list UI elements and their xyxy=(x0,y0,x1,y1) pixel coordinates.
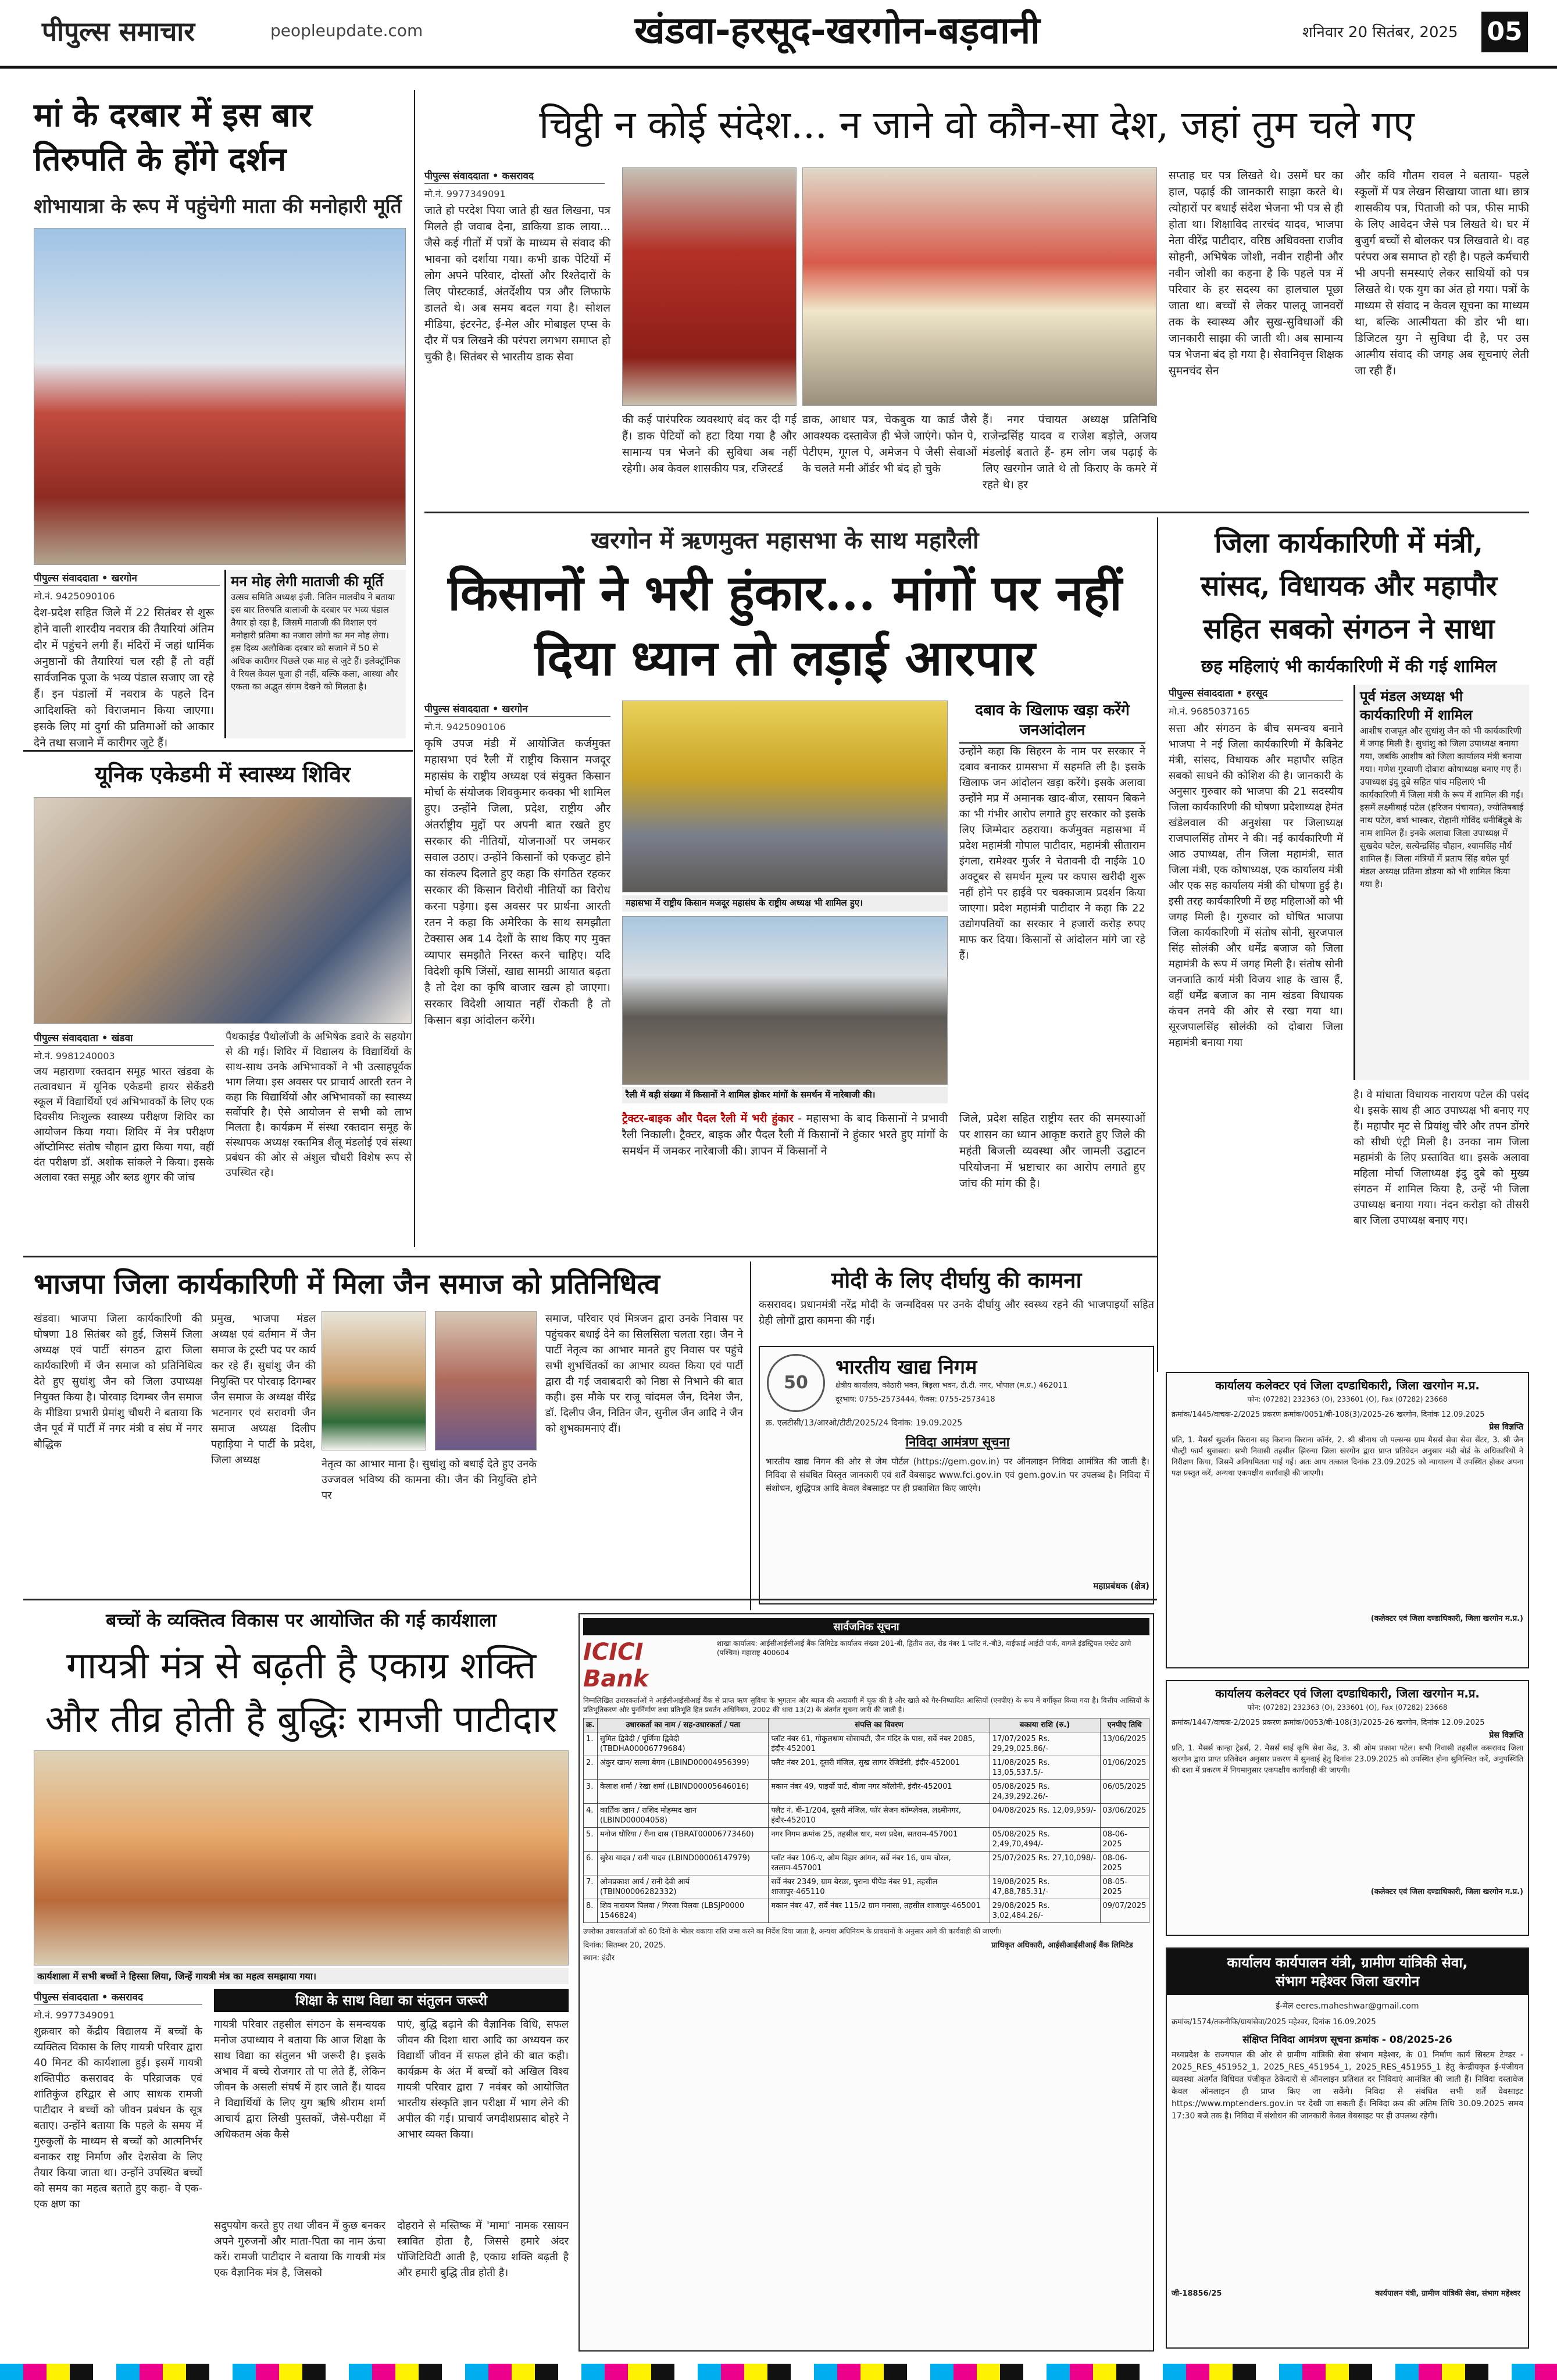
table-cell: 17/07/2025 Rs. 29,29,025.86/- xyxy=(990,1732,1100,1756)
story-tirupati xyxy=(34,93,406,749)
table-row xyxy=(584,1828,1149,1852)
byline: पीपुल्स संवाददाता • खरगोन xyxy=(34,570,220,586)
side-box xyxy=(1354,685,1529,1080)
table-cell: 11/08/2025 Rs. 13,05,537.5/- xyxy=(990,1756,1100,1780)
column-2: गायत्री परिवार तहसील संगठन के समन्वयक मनोज उपाध्याय ने बताया कि आज शिक्षा के साथ विद्या का संतुलन भी जरूरी है। इसके अभाव में बच्चे रोजगार तो पा लेते हैं, लेकिन जीवन के असली संघर्ष में हार जाते हैं। यादव ने विद्यार्थियों के लिए युग ऋषि श्रीराम शर्मा आचार्य द्वारा लिखी पुस्तकों, जैसे-परीक्षा में अधिकतम अंक कैसे xyxy=(214,2018,385,2140)
table-cell: 2. xyxy=(584,1756,598,1780)
column-4: हैं। नगर पंचायत अध्यक्ष प्रतिनिधि राजेन्द्रसिंह यादव व राजेश बड़ोले, अजय मंडलोई बताते हैं- हम लोग जब पढ़ाई के लिए खरगोन जाते थे तो किराए के कमरे में रहते थे। हर xyxy=(983,413,1157,491)
side-box xyxy=(959,701,1145,1107)
headline-1: जिला कार्यकारिणी में मंत्री, xyxy=(1215,527,1483,559)
print-marks xyxy=(0,2364,1557,2380)
tractor-rally xyxy=(622,1110,948,1227)
panchayat-title-1: कार्यालय कार्यपालन यंत्री, ग्रामीण यांत्रिकी सेवा, xyxy=(1227,1954,1468,1971)
icici-address: शाखा कार्यालय: आईसीआईसीआई बैंक लिमिटेड कार्यालय संख्या 201-बी, द्वितीय तल, रोड नंबर 1 प्लॉट नं.-बी3, वाईफाई आईटी पार्क, वागले इंडस्ट्रियल एस्टेट ठाणे (पश्चिम) महाराष्ट्र 400604 xyxy=(717,1639,1131,1657)
collector1-ref: क्रमांक/1445/वाचक-2/2025 प्रकरण क्रमांक/0051/बी-108(3)/2025-26 खरगोन, दिनांक 12.09.2025 xyxy=(1172,1410,1485,1419)
headline: चिट्ठी न कोई संदेश... न जाने वो कौन-सा देश, जहां तुम चले गए xyxy=(539,102,1415,147)
story-jain xyxy=(34,1264,743,1590)
mobile: मो.नं. 9977349091 xyxy=(34,2010,115,2021)
column-3: समाज, परिवार एवं मित्रजन द्वारा उनके निवास पर पहुंचकर बधाई देने का सिलसिला चलता रहा। जैन ने पार्टी नेतृत्व का आभार मानते हुए निवास पर पहुंचे सभी शुभचिंतकों का आभार व्यक्त किया एवं पार्टी द्वारा दी गई जवाबदारी को निष्ठा से निभाने की बात कही। इस मौके पर राजू चांदमल जैन, दिनेश जैन, डॉ. दिलीप जैन, नितिन जैन, सुनील जैन आदि ने जैन को शुभकामनाएं दीं। xyxy=(545,1313,743,1435)
headline-2: सांसद, विधायक और महापौर xyxy=(1200,570,1498,602)
story-academy xyxy=(34,759,412,1247)
mobile: मो.नं. 9425090106 xyxy=(34,591,115,602)
table-cell: 01/06/2025 xyxy=(1100,1756,1149,1780)
table-cell: 08-06-2025 xyxy=(1100,1852,1149,1875)
website[interactable]: peopleupdate.com xyxy=(270,21,423,40)
table-cell: मकान नंबर 49, पाइयों पार्ट, वीणा नगर कॉलोनी, इंदौर-452001 xyxy=(769,1780,990,1804)
divider xyxy=(414,90,415,1247)
column-2: की कई पारंपरिक व्यवस्थाएं बंद कर दी गई हैं। डाक पेटियों को हटा दिया गया है और सामान्य पत्र भेजने की सुविधा अब नहीं रहेगी। अब केवल शासकीय पत्र, रजिस्टर्ड xyxy=(622,413,797,475)
issue-date: शनिवार 20 सितंबर, 2025 xyxy=(1302,24,1458,41)
headline-2: और तीव्र होती है बुद्धिः रामजी पाटीदार xyxy=(45,1698,558,1741)
headline: यूनिक एकेडमी में स्वास्थ्य शिविर xyxy=(95,762,351,787)
story-modi xyxy=(759,1264,1154,1340)
table-cell: 05/08/2025 Rs. 2,49,70,494/- xyxy=(990,1828,1100,1852)
fci-sign: महाप्रबंधक (क्षेत्र) xyxy=(1093,1581,1149,1591)
table-row xyxy=(584,1756,1149,1780)
table-header-cell: एनपीए तिथि xyxy=(1100,1718,1149,1732)
panchayat-email: ई-मेल eeres.maheshwar@gmail.com xyxy=(1276,2002,1419,2011)
panchayat-notice: संक्षिप्त निविदा आमंत्रण सूचना क्रमांक - 08/2025-26 xyxy=(1242,2034,1452,2046)
table-header-cell: बकाया राशि (रु.) xyxy=(990,1718,1100,1732)
column-3: पाएं, बुद्धि बढ़ाने की वैज्ञानिक विधि, सफल जीवन की दिशा धारा आदि का अध्ययन कर विद्यार्थी जीवन में सफल होने की बात कही। कार्यक्रम के अंत में बच्चों को अखिल विश्व गायत्री परिवार द्वारा 7 नवंबर को आयोजित भारतीय संस्कृति ज्ञान परीक्षा में भाग लेने की अपील की गई। प्राचार्य जगदीशप्रसाद बोहरे ने आभार व्यक्त किया। xyxy=(397,2018,569,2140)
table-cell: शिव नारायण पिलवा / गिरजा पिलवा (LBSJP0000 1546824) xyxy=(597,1899,769,1923)
table-header-cell: संपत्ति का विवरण xyxy=(769,1718,990,1732)
body: देश-प्रदेश सहित जिले में 22 सितंबर से शुरू होने वाली शारदीय नवरात्र की तैयारियां अंतिम दौर में पहुंचने लगी हैं। मंदिरों में जहां धार्मिक अनुष्ठानों की तैयारियां चल रही हैं तो वहीं सार्वजनिक पूजा के भव्य पंडाल सजाए जा रहे हैं। इन पंडालों में नवरात्र के पहले दिन आदिशक्ति को विराजमान किया जाएगा। इसके लिए मां दुर्गा की प्रतिमाओं को आकार देने तथा सजाने में कारीगर जुटे हैं। xyxy=(34,606,214,749)
table-cell: 6. xyxy=(584,1852,598,1875)
divider xyxy=(750,1262,751,1610)
headline: मां के दरबार में इस बार तिरुपति के होंगे दर्शन xyxy=(34,96,312,178)
collector2-notice: प्रेस विज्ञप्ति xyxy=(1489,1731,1523,1740)
postbox-photo xyxy=(622,167,797,406)
divider xyxy=(424,512,1529,513)
table-cell: 06/05/2025 xyxy=(1100,1780,1149,1804)
fci-phone: दूरभाष: 0755-2573444, फैक्स: 0755-2573418 xyxy=(835,1395,995,1404)
table-cell: मनोज धौरिया / रीना दास (TBRAT00006773460) xyxy=(597,1828,769,1852)
panchayat-header xyxy=(1167,1949,1528,1995)
ad-icici xyxy=(578,1613,1154,2352)
table-cell: 8. xyxy=(584,1899,598,1923)
tractor-body: - महासभा के बाद किसानों ने प्रभावी रैली निकाली। ट्रैक्टर, बाइक और पैदल रैली में किसानों ने हुंकार भरते हुए मांगों के समर्थन में जमकर नारेबाजी की। ज्ञापन में किसानों ने xyxy=(622,1112,948,1157)
fci-title: भारतीय खाद्य निगम xyxy=(835,1356,977,1379)
brand-logo: पीपुल्स समाचार xyxy=(42,16,195,47)
table-cell: कार्तिक खान / राशिद मोहम्मद खान (LBIND00004058) xyxy=(597,1804,769,1828)
icici-sign: प्राधिकृत अधिकारी, आईसीआईसीआई बैंक लिमिटेड xyxy=(991,1941,1133,1950)
photo-caption-2: रैली में बड़ी संख्या में किसानों ने शामिल होकर मांगों के समर्थन में नारेबाजी की। xyxy=(622,1087,948,1103)
table-cell: 19/08/2025 Rs. 47,88,785.31/- xyxy=(990,1875,1100,1899)
ad-fci xyxy=(759,1346,1154,1604)
collector1-title: कार्यालय कलेक्टर एवं जिला दण्डाधिकारी, जिला खरगोन म.प्र. xyxy=(1215,1378,1480,1392)
table-cell: 4. xyxy=(584,1804,598,1828)
column-1: जाते हो परदेश पिया जाते ही खत लिखना, पत्र मिलते ही जवाब देना, डाकिया डाक लाया... जैसे कई गीतों में पत्रों के माध्यम से संवाद की भावना को दर्शाया गया। कभी डाक पेटियों में लोग अपने परिवार, दोस्तों और रिश्तेदारों के लिए पोस्टकार्ड, अंतर्देशीय पत्र और लिफाफे डालते थे। अब समय बदल गया है। सोशल मीडिया, इंटरनेट, ई-मेल और मोबाइल एप्स के दौर में पत्र लिखने की परंपरा लगभग समाप्त हो चुकी है। सितंबर से भारतीय डाक सेवा xyxy=(424,204,610,363)
table-cell: अंकुर खान/ सल्मा बेगम (LBIND00004956399) xyxy=(597,1756,769,1780)
fci-ref: क्र. एलटीसी/13/आरओ/टीटी/2025/24 दिनांक: 19.09.2025 xyxy=(766,1418,963,1428)
divider xyxy=(23,750,413,752)
masthead xyxy=(0,0,1557,69)
collector1-notice: प्रेस विज्ञप्ति xyxy=(1489,1423,1523,1432)
fci-body: भारतीय खाद्य निगम की ओर से जेम पोर्टल (https://gem.gov.in) पर ऑनलाइन निविदा आमंत्रित की जाती है। निविदा से संबंधित विस्तृत जानकारी एवं शर्तें वेबसाइट www.fci.gov.in एवं gem.gov.in पर उपलब्ध है। निविदा में संशोधन, शुद्धिपत्र आदि केवल वेबसाइट पर ही प्रकाशित किए जाएंगे। xyxy=(766,1456,1149,1493)
table-row xyxy=(584,1875,1149,1899)
table-cell: ओमप्रकाश आर्य / रानी देवी आर्य (TBIN00006282332) xyxy=(597,1875,769,1899)
table-header-cell: क्र. xyxy=(584,1718,598,1732)
byline: पीपुल्स संवाददाता • कसरावद xyxy=(424,167,605,184)
story-bjp-exec xyxy=(1169,523,1529,1360)
side-body: उन्होंने कहा कि सिहरन के नाम पर सरकार ने दबाव बनाकर ग्रामसभा में सहमति ली है। इसके खिलाफ जन आंदोलन खड़ा करेंगे। इसके अलावा उन्होंने मप्र में अमानक खाद-बीज, रसायन बिकने का भी गंभीर आरोप लगाते हुए सरकार को इसके लिए जिम्मेदार ठहराया। कर्जमुक्त महासभा में प्रदेश महामंत्री गोपाल पाटीदार, महामंत्री सीताराम इंगला, रामेश्वर गुर्जर ने चेतावनी दी नाईके 10 अक्टूबर से समर्थन मूल्य पर कपास खरीदी शुरू नहीं होने पर हाईवे पर चक्काजाम प्रदर्शन किया जाएगा। प्रदेश महामंत्री पाटीदार ने कहा कि 22 उद्योगपतियों का सरकार ने हजारों करोड़ रुपए माफ कर दिया। किसानों से आंदोलन मांगे जा रहे हैं। xyxy=(959,745,1145,962)
headline: किसानों ने भरी हुंकार... मांगों पर नहीं दिया ध्यान तो लड़ाई आरपार xyxy=(448,564,1122,687)
tractor-lead: ट्रैक्टर-बाइक और पैदल रैली में भरी हुंकार xyxy=(622,1112,794,1125)
table-cell: फ्लैट नं. बी-1/204, दूसरी मंजिल, फॉर सेजन कॉम्प्लेक्स, लक्ष्मीनगर, इंदौर-452010 xyxy=(769,1804,990,1828)
box-body: उत्सव समिति अध्यक्ष इंजी. नितिन मालवीय ने बताया इस बार तिरुपति बालाजी के दरबार पर भव्य पंडाल तैयार हो रहा है, जिसमें माताजी की विशाल एवं मनोहारी प्रतिमा का नजारा लोगों का मन मोह लेगा। इस दिव्य अलौकिक दरबार को सजाने में 50 से अधिक कारीगर पिछले एक माह से जुटे हैं। इलेक्ट्रॉनिक वे रियल केवल पूजा ही नहीं, बल्कि कला, आस्था और एकता का अद्भुत संगम देखने को मिलता है। xyxy=(231,592,401,692)
divider xyxy=(23,1599,1157,1600)
table-cell: 1. xyxy=(584,1732,598,1756)
workshop-photo xyxy=(34,1750,569,1966)
column-5: सप्ताह घर पत्र लिखते थे। उसमें घर का हाल, पढ़ाई की जानकारी साझा करते थे। त्योहारों पर बधाई संदेश भेजना भी पत्र से ही होता था। शिक्षाविद तारचंद यादव, भाजपा नेता वीरेंद्र पाटीदार, वरिष्ठ अधिवक्ता राजीव सोहनी, अभिषेक जोशी, नवीन राहीनी और नवीन जोशी का कहना है कि पहले पत्र में परिवार के हर सदस्य का हालचाल पूछा जाता था। बच्चों से लेकर पालतू जानवरों तक के स्वास्थ्य और सुख-सुविधाओं की जानकारी साझा की जाती थी। अब सामान्य पत्र भेजना बंद हो गया है। सेवानिवृत्त शिक्षक सुमनचंद सेन xyxy=(1169,169,1343,377)
column-2: है। वे मांधाता विधायक नारायण पटेल की पसंद थे। इसके साथ ही आठ उपाध्यक्ष भी बनाए गए हैं। महापौर मृट से प्रियांशु चौरे और तपन डोंगरे को सीधी एंट्री मिली है। उनका नाम जिला महामंत्री के लिए प्रस्तावित था। इसके अलावा महिला मोर्चा जिलाध्यक्ष इंदु दुबे को मुख्य संगठन में शामिल किया है, उन्हें भी जिला उपाध्यक्ष बनाया गया। नंदन करोड़ा को तीसरी बार जिला उपाध्यक्ष बनाए गए। xyxy=(1354,1089,1529,1227)
column-2: प्रमुख, भाजपा मंडल अध्यक्ष एवं वर्तमान में जैन समाज के ट्रस्टी पद पर कार्य कर रहे हैं। सुधांशु जैन की नियुक्ति पर पोरवाड़ दिगम्बर जैन समाज के अध्यक्ष वीरेंद्र भटनागर एवं सरावगी जैन समाज अध्यक्ष दिलीप पहाड़िया ने पार्टी के प्रदेश, जिला अध्यक्ष xyxy=(211,1313,316,1466)
collector2-phone: फोन: (07282) 232363 (O), 233601 (O), Fax (07282) 23668 xyxy=(1247,1703,1448,1711)
table-row xyxy=(584,1899,1149,1923)
headline: मोदी के लिए दीर्घायु की कामना xyxy=(831,1267,1082,1293)
ad-collector-1 xyxy=(1166,1372,1529,1668)
story-farmers xyxy=(424,523,1145,1244)
byline: पीपुल्स संवाददाता • हरसूद xyxy=(1169,685,1343,701)
column-1: जय महाराणा रक्तदान समूह भारत खंडवा के तत्वावधान में यूनिक एकेडमी हायर सेकेंडरी स्कूल में विद्यार्थियों एवं अभिभावकों के लिए एक दिवसीय निःशुल्क स्वास्थ्य परीक्षण शिविर का आयोजन किया गया। शिविर में नेत्र परीक्षण ऑप्टोमिस्ट संतोष चौहान द्वारा किया गया, वहीं दंत परीक्षण डॉ. अशोक सांकले ने किया। इसके अलावा रक्त समूह और ब्लड शुगर की जांच xyxy=(34,1066,214,1184)
divider xyxy=(23,1256,1157,1257)
table-cell: 7. xyxy=(584,1875,598,1899)
camp-photo xyxy=(34,797,412,1024)
box-title: मन मोह लेगी माताजी की मूर्ति xyxy=(231,573,384,589)
subhead: शोभायात्रा के रूप में पहुंचेगी माता की मनोहारी मूर्ति xyxy=(34,195,402,218)
table-cell: प्लॉट नंबर 61, गोकुलधाम सोसायटी, जैन मंदिर के पास, सर्वे नंबर 2085, इंदौर-452001 xyxy=(769,1732,990,1756)
table-row xyxy=(584,1780,1149,1804)
icici-intro: निम्नलिखित उधारकर्ताओं ने आईसीआईसीआई बैंक से प्राप्त ऋण सुविधा के भुगतान और ब्याज की अदायगी में चूक की है और खाते को गैर-निष्पादित आस्तियों (एनपीए) के रूप में वर्गीकृत किया गया है। वित्तीय आस्तियों के प्रतिभूतिकरण और पुनर्निर्माण तथा प्रतिभूति हित प्रवर्तन अधिनियम, 2002 की धारा 13(2) के अंतर्गत सूचना जारी की जाती है। xyxy=(583,1696,1149,1714)
table-cell: 3. xyxy=(584,1780,598,1804)
table-cell: प्लॉट नंबर 106-ए, ओम विहार आंगन, सर्वे नंबर 16, ग्राम चोरल, रतलाम-457001 xyxy=(769,1852,990,1875)
collector2-body: प्रति, 1. मैसर्स कान्हा ट्रेडर्स, 2. मैसर्स साई कृषि सेवा केंद्र, 3. श्री ओम प्रकाश पटेल। सभी निवासी तहसील कसरावद जिला खरगोन द्वारा प्राप्त प्रतिवेदन अनुसार प्रकरण में सुनवाई हेतु दिनांक 23.09.2025 को उपस्थित होना सुनिश्चित करें, अनुपस्थिति की दशा में प्रकरण में नियमानुसार एकपक्षीय कार्यवाही की जाएगी। xyxy=(1172,1744,1523,1775)
icici-header: सार्वजनिक सूचना xyxy=(583,1618,1149,1635)
sidebar-box xyxy=(224,570,406,738)
mobile: मो.नं. 9425090106 xyxy=(424,721,506,732)
panchayat-ref: क्रमांक/1574/तकनीकि/ग्रायांसेवा/2025 महेश्वर, दिनांक 16.09.2025 xyxy=(1172,2018,1376,2027)
postoffice-photo xyxy=(802,167,1157,406)
table-cell: सुरेश यादव / रानी यादव (LBIND00006147979) xyxy=(597,1852,769,1875)
table-cell: नगर निगम क्रमांक 25, तहसील धार, मध्य प्रदेश, सतराम-457001 xyxy=(769,1828,990,1852)
panchayat-code: जी-18856/25 xyxy=(1172,2289,1222,2298)
column-1: शुक्रवार को केंद्रीय विद्यालय में बच्चों के व्यक्तित्व विकास के लिए गायत्री परिवार द्वारा 40 मिनट की कार्यशाला हुई। इसमें गायत्री शक्तिपीठ कसरावद के परिव्राजक एवं शांतिकुंज हरिद्वार से आए साधक रामजी पाटीदार ने बच्चों को जीवन प्रबंधन के सूत्र बताए। उन्होंने बताया कि पहले के समय में गुरुकुलों के माध्यम से बच्चों को आत्मनिर्भर बनाकर राष्ट्र निर्माण और देशसेवा के लिए तैयार किया जाता था। उन्होंने उपस्थित बच्चों को समय का महत्व बताते हुए कहा- वे एक-एक क्षण का xyxy=(34,2025,202,2210)
column-1: सत्ता और संगठन के बीच समन्वय बनाने भाजपा ने नई जिला कार्यकारिणी में कैबिनेट मंत्री, सांसद, विधायक और महापौर सहित सबको साधने की कोशिश की है। जानकारी के अनुसार गुरुवार को भाजपा की 21 सदस्यीय जिला कार्यकारिणी की घोषणा प्रदेशाध्यक्ष हेमंत खंडेलवाल की अनुशंसा पर जिलाध्यक्ष राजपालसिंह तोमर ने की। नई कार्यकारिणी में आठ उपाध्यक्ष, तीन जिला महामंत्री, सात जिला मंत्री, एक कोषाध्यक्ष, एक कार्यालय मंत्री और एक सह कार्यालय मंत्री की घोषणा हुई है। इसी तरह कार्यकारिणी में छह महिलाओं को भी जगह मिली है। गुरुवार को घोषित भाजपा जिला कार्यकारिणी में संतोष सोनी, सुरजपाल सिंह सोलंकी और धर्मेंद्र बजाज को जिला महामंत्री के रूप में जगह मिली है। संतोष सोनी जनजाति कार्य मंत्री विजय शाह के खास हैं, वहीं धर्मेंद्र बजाज का नाम खंडवा विधायक कंचन तनवे की ओर से रखा गया था। सूरजपालसिंह सोलंकी को दोबारा जिला महामंत्री बनाया गया xyxy=(1169,723,1343,1049)
headline-1: गायत्री मंत्र से बढ़ती है एकाग्र शक्ति xyxy=(66,1645,537,1688)
tractor-body-2: जिले, प्रदेश सहित राष्ट्रीय स्तर की समस्याओं पर शासन का ध्यान आकृष्ट कराते हुए जिले की महंती बिजली व्यवस्था और जामली उद्घाटन परियोजना में भ्रष्टाचार का आरोप लगाते हुए जांच की मांग की है। xyxy=(959,1112,1145,1190)
table-cell: 08-06-2025 xyxy=(1100,1828,1149,1852)
story-letters xyxy=(424,93,1529,506)
table-cell: 05/08/2025 Rs. 24,39,292.26/- xyxy=(990,1780,1100,1804)
table-cell: मकान नंबर 47, सर्वे नंबर 115/2 ग्राम मनासा, तहसील शाजापुर-465001 xyxy=(769,1899,990,1923)
group-photo xyxy=(435,1311,537,1450)
column-2: पैथकाईड पैथोलॉजी के अभिषेक डवारे के सहयोग से की गई। शिविर में विद्यालय के विद्यार्थियों के साथ-साथ उनके अभिभावकों ने भी उत्साहपूर्वक भाग लिया। इस अवसर पर प्राचार्य आरती रतन ने कहा कि विद्यार्थियों और अभिभावकों का स्वास्थ्य सर्वोपरि है। ऐसे आयोजन से सभी को लाभ मिलता है। कार्यक्रम में संस्था रक्तदान समूह के संस्थापक अध्यक्ष रक्तमित्र शैलू मंडलोई एवं संस्था प्रबंधन की ओर से अंशुल चौधरी विशेष रूप से उपस्थित रहे। xyxy=(226,1031,412,1179)
table-row xyxy=(584,1852,1149,1875)
column-6: और कवि गौतम रावल ने बताया- पहले स्कूलों में पत्र लेखन सिखाया जाता था। छात्र शासकीय पत्र, पिताजी को पत्र, फीस माफी के लिए आवेदन जैसे पत्र लिखते थे। घर में बुजुर्ग बच्चों से बोलकर पत्र लिखवाते थे। वह परंपरा अब समाप्त हो रही है। पहले कर्मचारी भी अपनी समस्याएं लेकर साथियों को पत्र लिखते थे। एक युग का अंत हो गया। पत्रों के माध्यम से संवाद न केवल सूचना का माध्यम था, बल्कि आत्मीयता की डोर भी था। डिजिटल युग ने सुविधा दी है, पर उस आत्मीय संवाद की जगह अब सूचनाएं लेती जा रही हैं। xyxy=(1355,169,1529,377)
headline-3: सहित सबको संगठन ने साधा xyxy=(1203,613,1495,645)
rally-photo xyxy=(622,916,948,1085)
divider xyxy=(1157,517,1158,1372)
subhead: छह महिलाएं भी कार्यकारिणी में की गई शामिल xyxy=(1201,656,1497,677)
mobile: मो.नं. 9685037165 xyxy=(1169,706,1250,717)
ad-panchayat xyxy=(1166,1947,1529,2349)
fci-address: क्षेत्रीय कार्यालय, कोठारी भवन, बिड़ला भवन, टी.टी. नगर, भोपाल (म.प्र.) 462011 xyxy=(835,1381,1068,1390)
box-title: शिक्षा के साथ विद्या का संतुलन जरूरी xyxy=(214,1989,569,2012)
mobile: मो.नं. 9981240003 xyxy=(34,1050,115,1062)
page-number: 05 xyxy=(1481,12,1528,52)
column-3: डाक, आधार पत्र, चेकबुक या कार्ड जैसे आवश्यक दस्तावेज ही भेजे जाएंगे। फोन पे, पेटीएम, गूगल पे, अमेजन पे जैसी सेवाओं के चलते मनी ऑर्डर भी बंद हो चुके xyxy=(802,413,977,475)
kicker: खरगोन में ऋणमुक्त महासभा के साथ महारैली xyxy=(591,527,979,554)
photo-caption-1: महासभा में राष्ट्रीय किसान मजदूर महासंघ के राष्ट्रीय अध्यक्ष भी शामिल हुए। xyxy=(622,895,948,912)
byline: पीपुल्स संवाददाता • खंडवा xyxy=(34,1030,214,1046)
table-cell: 25/07/2025 Rs. 27,10,098/- xyxy=(990,1852,1100,1875)
box-body: आशीष राजपूत और सुधांशु जैन को भी कार्यकारिणी में जगह मिली है। सुधांशु को जिला उपाध्यक्ष बनाया गया, जबकि आशीष को जिला कार्यालय मंत्री बनाया गया। गणेश गुरवाणी दोबारा कोषाध्यक्ष बनाए गए हैं। उपाध्यक्ष इंदु दुबे सहित पांच महिलाएं भी कार्यकारिणी में जिला मंत्री के रूप में शामिल की गई। इसमें लक्ष्मीबाई पटेल (हरिजन पंचायत), ज्योतिषबाई नाथ पटेल, वर्षा भास्कर, रोहानी गोविंद धनीबिंदुबे के नाम शामिल हैं। इनके अलावा जिला उपाध्यक्ष में सुखदेव पटेल, सत्येन्द्रसिंह चौहान, श्यामसिंह मौर्य शामिल हैं। जिला मंत्रियों में प्रताप सिंह बघेल पूर्व मंडल अध्यक्ष प्रतिमा डोडया को भी शामिल किया गया है। xyxy=(1360,726,1524,889)
table-cell: सुमित द्विवेदी / पूर्णिमा द्विवेदी (TBDHA00006779684) xyxy=(597,1732,769,1756)
fci-notice: निविदा आमंत्रण सूचना xyxy=(905,1435,1010,1450)
column-2b: दोहराने से मस्तिष्क में 'मामा' नामक रसायन स्त्रावित होता है, जिससे हमारे अंदर पॉजिटिविटी आती है, एकाग्र शक्ति बढ़ती है और हमारी बुद्धि तीव्र होती है। xyxy=(397,2220,569,2279)
panchayat-sign: कार्यपालन यंत्री, ग्रामीण यांत्रिकी सेवा, संभाग महेश्वर xyxy=(1375,2289,1520,2298)
body: कसरावद। प्रधानमंत्री नरेंद्र मोदी के जन्मदिवस पर उनके दीर्घायु और स्वस्थ्य रहने की भाजपाइयों सहित ग्रेही लोगों द्वारा कामना की गई। xyxy=(759,1299,1154,1327)
collector1-sign: (कलेक्टर एवं जिला दण्डाधिकारी, जिला खरगोन म.प्र.) xyxy=(1370,1614,1523,1623)
icici-logo: ICICI Bank xyxy=(583,1639,649,1692)
collector2-sign: (कलेक्टर एवं जिला दण्डाधिकारी, जिला खरगोन म.प्र.) xyxy=(1370,1888,1523,1896)
table-cell: फ्लैट नंबर 201, दूसरी मंजिल, सुख सागर रेजिडेंसी, इंदौर-452001 xyxy=(769,1756,990,1780)
section-title: खंडवा-हरसूद-खरगोन-बड़वानी xyxy=(634,9,1040,52)
table-cell: केलाश शर्मा / रेखा शर्मा (LBIND00005646016) xyxy=(597,1780,769,1804)
portrait-photo xyxy=(322,1311,426,1450)
byline: पीपुल्स संवाददाता • खरगोन xyxy=(424,701,610,717)
table-row xyxy=(584,1732,1149,1756)
collector2-title: कार्यालय कलेक्टर एवं जिला दण्डाधिकारी, जिला खरगोन म.प्र. xyxy=(1215,1686,1480,1700)
icici-table xyxy=(583,1718,1149,1923)
box-title: पूर्व मंडल अध्यक्ष भी कार्यकारिणी में शामिल xyxy=(1360,688,1473,723)
icici-date: दिनांक: सितम्बर 20, 2025. xyxy=(583,1941,666,1950)
pandal-photo xyxy=(34,228,406,565)
table-cell: 03/06/2025 xyxy=(1100,1804,1149,1828)
mobile: मो.नं. 9977349091 xyxy=(424,188,506,199)
sabha-photo xyxy=(622,701,948,892)
icici-footer: उपरोक्त उधारकर्ताओं को 60 दिनों के भीतर बकाया राशि जमा करने का निर्देश दिया जाता है, अन्यथा अधिनियम के प्रावधानों के अनुसार आगे की कार्यवाही की जाएगी। xyxy=(583,1927,1002,1935)
table-header-cell: उधारकर्ता का नाम / सह-उधारकर्ता / पता xyxy=(597,1718,769,1732)
table-cell: 5. xyxy=(584,1828,598,1852)
column-1: खंडवा। भाजपा जिला कार्यकारिणी की घोषणा 18 सितंबर को हुई, जिसमें जिला अध्यक्ष एवं पार्टी संगठन द्वारा जिला कार्यकारिणी में जैन समाज को प्रतिनिधित्व देते हुए सुधांशु जैन को जिला उपाध्यक्ष नियुक्त किया है। पोरवाड़ दिगम्बर जैन समाज के मीडिया प्रभारी प्रेमांशु चौधरी ने बताया कि जैन पूर्व में पार्टी में नगर मंत्री व संघ में नगर बौद्धिक xyxy=(34,1313,202,1450)
column-2b: नेतृत्व का आभार माना है। सुधांशु को बधाई देते हुए उनके उज्जवल भविष्य की कामना की। जैन की नियुक्ति होने पर xyxy=(322,1458,537,1502)
panchayat-body: मध्यप्रदेश के राज्यपाल की ओर से ग्रामीण यांत्रिकी सेवा संभाग महेश्वर, के 01 निर्माण कार्य सिस्टम टेण्डर - 2025_RES_451952_1, 2025_RES_451954_1, 2025_RES_451955_1 हेतु केन्द्रीयकृत ई-पंजीयन व्यवस्था अंतर्गत विधिवत पंजीकृत ठेकेदारों से ऑनलाइन प्रतिशत दर निविदाएं आमंत्रित की जाती हैं। निविदा दस्तावेज केवल ऑनलाइन ही प्राप्त किए जा सकेंगे। निविदा से संबंधित सभी शर्तें वेबसाइट https://www.mptenders.gov.in पर देखी जा सकती हैं। निविदा क्रय की अंतिम तिथि 30.09.2025 समय 17:30 बजे तक है। निविदा में संशोधन की जानकारी केवल वेबसाइट पर ही उपलब्ध रहेगी। xyxy=(1172,2050,1523,2121)
table-cell: 09/07/2025 xyxy=(1100,1899,1149,1923)
side-title: दबाव के खिलाफ खड़ा करेंगे जनआंदोलन xyxy=(959,701,1145,744)
collector1-body: प्रति, 1. मैसर्स सुदर्शन किराना सह किराना किराना कॉर्नर, 2. श्री श्रीनाथ जी पल्सन्स ग्राम मैसर्स सेवा सेवा सेंटर, 3. श्री जैन पौल्ट्री फार्म सुवासरा। सभी निवासी तहसील झिरन्या जिला खरगोन द्वारा प्राप्त प्रतिवेदन अनुसार मंडी बोर्ड के अधिकारियों ने निरीक्षण किया, जिसमें अनियमितता पाई गई। अतः आप तत्काल दिनांक 23.09.2025 को न्यायालय में उपस्थित होकर अपना पक्ष प्रस्तुत करें, अन्यथा एकपक्षीय कार्यवाही की जाएगी। xyxy=(1172,1436,1523,1478)
panchayat-title-2: संभाग महेश्वर जिला खरगोन xyxy=(1275,1973,1420,1989)
column-1b: सदुपयोग करते हुए तथा जीवन में कुछ बनकर अपने गुरुजनों और माता-पिता का नाम ऊंचा करें। रामजी पाटीदार ने बताया कि गायत्री मंत्र एक वैज्ञानिक मंत्र है, जिसको xyxy=(214,2220,385,2279)
icici-place: स्थान: इंदौर xyxy=(583,1954,615,1963)
kicker: बच्चों के व्यक्तित्व विकास पर आयोजित की गई कार्यशाला xyxy=(106,1609,497,1631)
table-cell: 29/08/2025 Rs. 3,02,484.26/- xyxy=(990,1899,1100,1923)
headline: भाजपा जिला कार्यकारिणी में मिला जैन समाज को प्रतिनिधित्व xyxy=(34,1268,660,1300)
table-cell: सर्वे नंबर 2349, ग्राम बेरछा, पुराना पीपेड नंबर 91, तहसील शाजापुर-465110 xyxy=(769,1875,990,1899)
ad-collector-2 xyxy=(1166,1680,1529,1936)
collector1-phone: फोन: (07282) 232363 (O), 233601 (O), Fax (07282) 23668 xyxy=(1247,1395,1448,1403)
table-row xyxy=(584,1804,1149,1828)
story-workshop xyxy=(34,1607,569,2357)
photo-caption: कार्यशाला में सभी बच्चों ने हिस्सा लिया, जिन्हें गायत्री मंत्र का महत्व समझाया गया। xyxy=(34,1968,569,1984)
column-1: कृषि उपज मंडी में आयोजित कर्जमुक्त महासभा एवं रैली में राष्ट्रीय किसान मजदूर महासंघ के राष्ट्रीय अध्यक्ष एवं संयुक्त किसान मोर्चा के संयोजक शिवकुमार कक्का भी शामिल हुए। उन्होंने जिला, प्रदेश, राष्ट्रीय और अंतर्राष्ट्रीय मुद्दों पर अपनी बात रखते हुए सरकार की नीतियों, योजनाओं पर जमकर सवाल उठाए। उन्होंने किसानों को एकजुट होने का संकल्प दिलाते हुए कहा कि संगठित रहकर सरकार की किसान विरोधी नीतियों का विरोध करना पड़ेगा। इस अवसर पर प्रार्थना आरती रतन ने कहा कि अमेरिका के साथ समझौता टेक्सास अब 14 देशों के साथ किए गए मुक्त व्यापार समझौते निरस्त करने चाहिए। यदि विदेशी कृषि जिंसों, खाद्य सामग्री आयात बढ़ता है तो देश का कृषि बाजार खत्म हो जाएगा। सरकार विदेशी आयात नहीं रोकती है तो किसान बड़ा आंदोलन करेंगे। xyxy=(424,737,610,1027)
table-cell: 08-05-2025 xyxy=(1100,1875,1149,1899)
table-cell: 13/06/2025 xyxy=(1100,1732,1149,1756)
fci-logo-icon: 50 xyxy=(767,1354,825,1412)
collector2-ref: क्रमांक/1447/वाचक-2/2025 प्रकरण क्रमांक/0053/बी-108(3)/2025-26 खरगोन, दिनांक 12.09.2025 xyxy=(1172,1718,1485,1727)
byline: पीपुल्स संवाददाता • कसरावद xyxy=(34,1989,202,2005)
table-cell: 04/08/2025 Rs. 12,09,959/- xyxy=(990,1804,1100,1828)
